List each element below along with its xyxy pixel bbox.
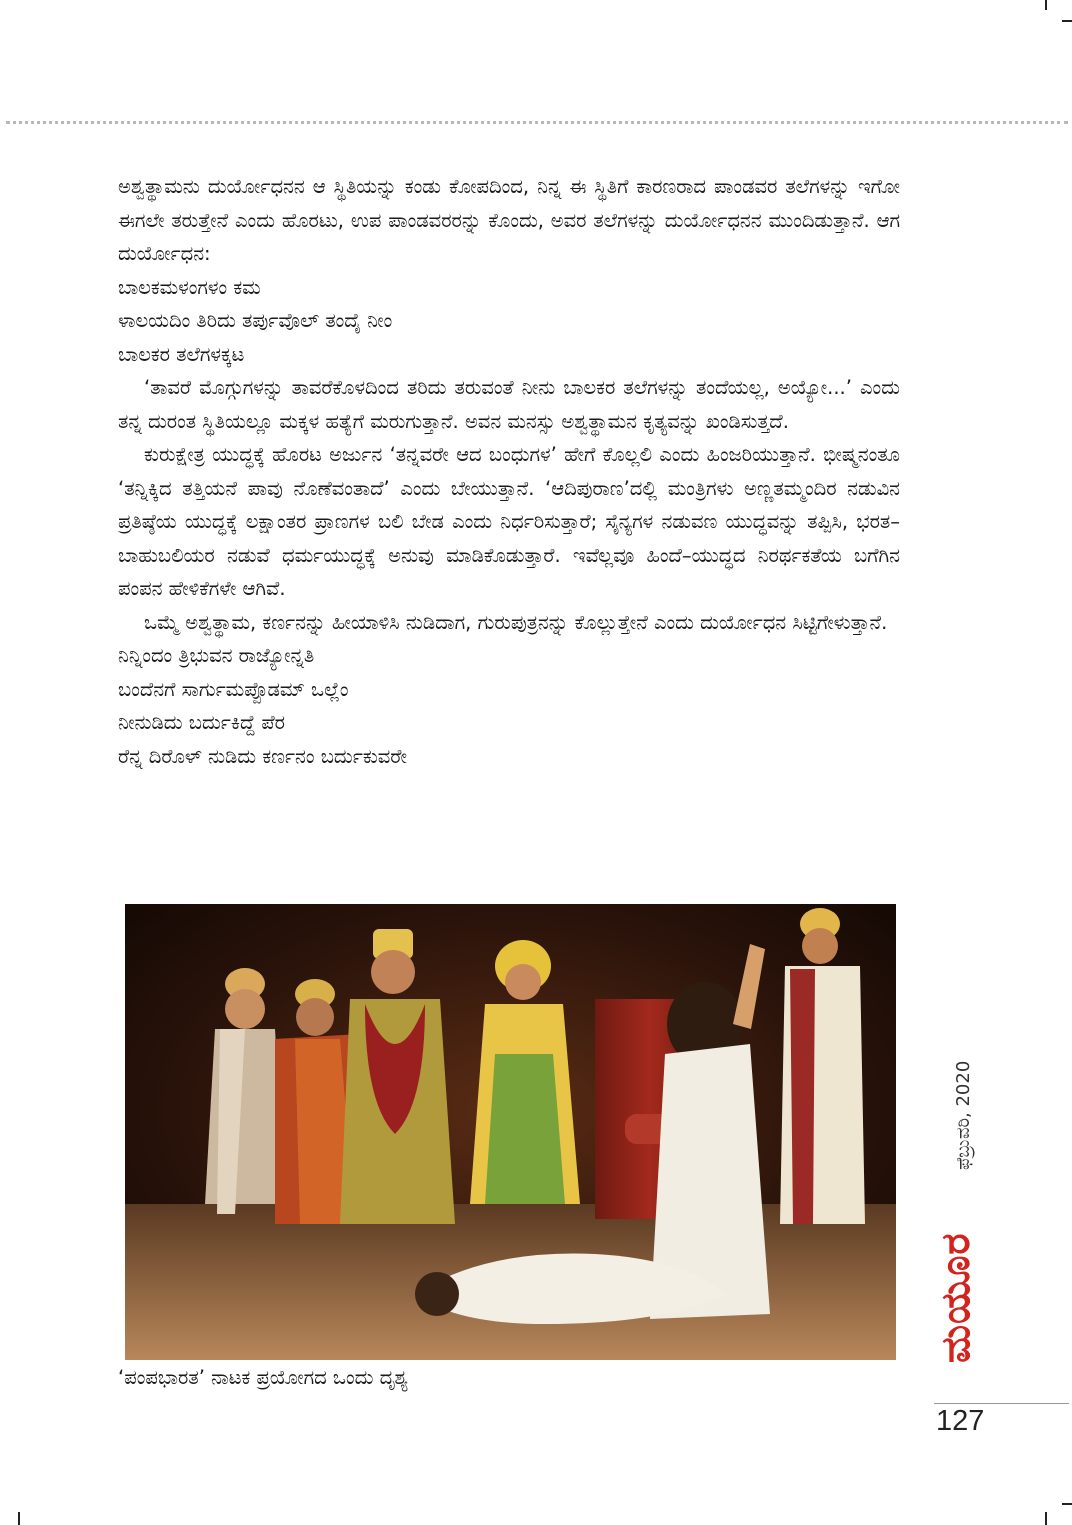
verse-line: ರೆನ್ನ ದಿರೊಳ್ ನುಡಿದು ಕರ್ಣನಂ ಬರ್ದುಕುವರೇ	[118, 744, 408, 768]
magazine-logo: ಮಯೂರ	[933, 1232, 979, 1363]
verse-line: ಳಾಲಯದಿಂ ತಿರಿದು ತರ್ಪುವೊಲ್ ತಂದೈ ನೀಂ	[118, 309, 393, 332]
stage-play-photo	[125, 904, 896, 1360]
photo-caption: ‘ಪಂಪಭಾರತ’ ನಾಟಕ ಪ್ರಯೋಗದ ಒಂದು ದೃಶ್ಯ	[118, 1366, 408, 1389]
paragraph: ಅಶ್ವತ್ಥಾಮನು ದುರ್ಯೋಧನನ ಆ ಸ್ಥಿತಿಯನ್ನು ಕಂಡು ಕೋಪದಿಂದ, ನಿನ್ನ ಈ ಸ್ಥಿತಿಗೆ ಕಾರಣರಾದ ಪಾಂಡವರ ತಲೆಗಳನ್ನು ಇಗೋ ಈಗಲೇ ತರುತ್ತೇನೆ ಎಂದು ಹೊರಟು, ಉಪ ಪಾಂಡವರರನ್ನು ಕೊಂದು, ಅವರ ತಲೆಗಳನ್ನು ದುರ್ಯೋಧನನ ಮುಂದಿಡುತ್ತಾನೆ. ಆಗ ದುರ್ಯೋಧನ:	[118, 175, 900, 265]
verse-line: ಬಾಲಕರ ತಲೆಗಳಕ್ಕಟ	[118, 342, 245, 366]
header-divider	[6, 121, 1068, 124]
crop-mark	[1045, 1512, 1047, 1525]
paragraph: ‘ತಾವರೆ ಮೊಗ್ಗುಗಳನ್ನು ತಾವರೆಕೊಳದಿಂದ ತರಿದು ತರುವಂತೆ ನೀನು ಬಾಲಕರ ತಲೆಗಳನ್ನು ತಂದೆಯಲ್ಲ, ಅಯ್ಯೋ...’ ಎಂದು ತನ್ನ ದುರಂತ ಸ್ಥಿತಿಯಲ್ಲೂ ಮಕ್ಕಳ ಹತ್ಯೆಗೆ ಮರುಗುತ್ತಾನೆ. ಅವನ ಮನಸ್ಸು ಅಶ್ವತ್ಥಾಮನ ಕೃತ್ಯವನ್ನು ಖಂಡಿಸುತ್ತದೆ.	[118, 376, 900, 433]
photo-illustration	[125, 904, 896, 1360]
verse-block	[118, 639, 900, 773]
verse-line: ನೀನುಡಿದು ಬರ್ದುಕಿದ್ದೆ ಪೆರ	[118, 711, 285, 734]
verse-line: ನಿನ್ನಿಂದಂ ತ್ರಿಭುವನ ರಾಜ್ಯೋನ್ನತಿ	[118, 644, 315, 667]
verse-line: ಬಾಲಕಮಳಂಗಳಂ ಕಮ	[118, 275, 261, 299]
crop-mark	[1045, 0, 1047, 10]
issue-date: ಫೆಬ್ರುವರಿ, 2020	[953, 1060, 974, 1170]
crop-mark	[18, 1512, 20, 1525]
page-number: 127	[936, 1405, 985, 1437]
paragraph: ಕುರುಕ್ಷೇತ್ರ ಯುದ್ಧಕ್ಕೆ ಹೊರಟ ಅರ್ಜುನ ‘ತನ್ನವರೇ ಆದ ಬಂಧುಗಳ’ ಹೇಗೆ ಕೊಲ್ಲಲಿ ಎಂದು ಹಿಂಜರಿಯುತ್ತಾನೆ. ಭೀಷ್ಮನಂತೂ ‘ತನ್ನಿಕ್ಕಿದ ತತ್ತಿಯನೆ ಪಾವು ನೊಣೆವಂತಾದೆ’ ಎಂದು ಬೇಯುತ್ತಾನೆ. ‘ಆದಿಪುರಾಣ’ದಲ್ಲಿ ಮಂತ್ರಿಗಳು ಅಣ್ಣತಮ್ಮಂದಿರ ನಡುವಿನ ಪ್ರತಿಷ್ಠೆಯ ಯುದ್ಧಕ್ಕೆ ಲಕ್ಷಾಂತರ ಪ್ರಾಣಗಳ ಬಲಿ ಬೇಡ ಎಂದು ನಿರ್ಧರಿಸುತ್ತಾರೆ; ಸೈನ್ಯಗಳ ನಡುವಣ ಯುದ್ಧವನ್ನು ತಪ್ಪಿಸಿ, ಭರತ–ಬಾಹುಬಲಿಯರ ನಡುವೆ ಧರ್ಮಯುದ್ಧಕ್ಕೆ ಅನುವು ಮಾಡಿಕೊಡುತ್ತಾರೆ. ಇವೆಲ್ಲವೂ ಹಿಂದೆ–ಯುದ್ಧದ ನಿರರ್ಥಕತೆಯ ಬಗೆಗಿನ ಪಂಪನ ಹೇಳಿಕೆಗಳೇ ಆಗಿವೆ.	[118, 443, 900, 600]
footer-rule	[934, 1403, 1069, 1404]
crop-mark	[1062, 20, 1072, 22]
article-body	[118, 170, 900, 773]
verse-line: ಬಂದೆನಗೆ ಸಾರ್ಗುಮಪ್ಪೊಡಮ್ ಒಲ್ಲೆಂ	[118, 677, 349, 701]
paragraph: ಒಮ್ಮೆ ಅಶ್ವತ್ಥಾಮ, ಕರ್ಣನನ್ನು ಹೀಯಾಳಿಸಿ ನುಡಿದಾಗ, ಗುರುಪುತ್ರನನ್ನು ಕೊಲ್ಲುತ್ತೇನೆ ಎಂದು ದುರ್ಯೋಧನ ಸಿಟ್ಟಿಗೇಳುತ್ತಾನೆ.	[144, 610, 888, 634]
verse-block	[118, 271, 900, 372]
crop-mark	[1062, 1503, 1072, 1505]
